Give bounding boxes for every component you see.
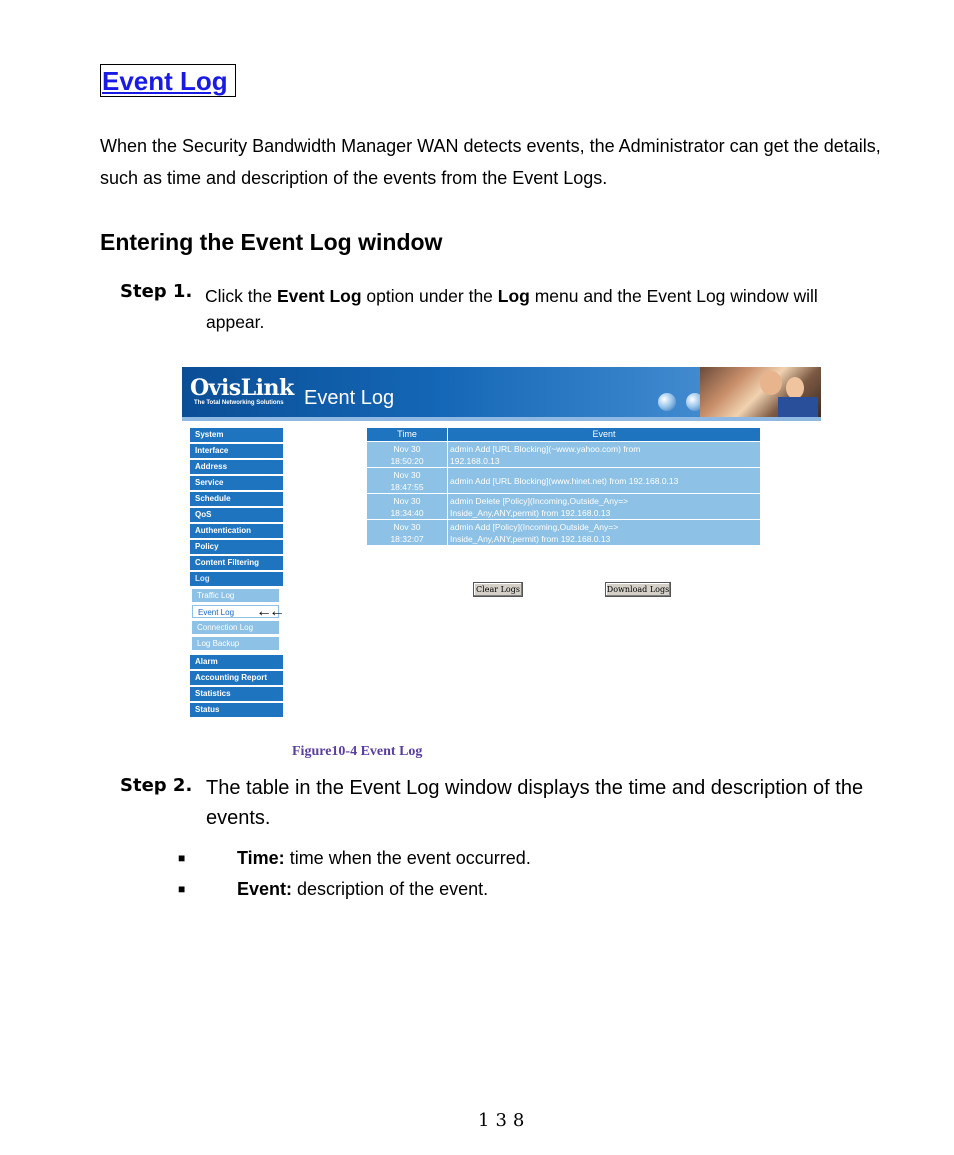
logo-tagline: The Total Networking Solutions xyxy=(194,400,284,406)
bullet-event xyxy=(237,879,488,899)
sidebar-item-interface[interactable]: Interface xyxy=(190,444,283,458)
page-number: 138 xyxy=(478,1110,531,1131)
bullet-marker: ■ xyxy=(178,882,186,896)
time-cell xyxy=(367,468,447,493)
ovislink-logo: OvisLink xyxy=(190,375,294,401)
event-date: Nov 30 xyxy=(393,469,421,480)
clear-logs-button[interactable]: Clear Logs xyxy=(473,582,523,597)
event-date: Nov 30 xyxy=(393,443,421,454)
sidebar-item-status[interactable]: Status xyxy=(190,703,283,717)
sidebar-item-schedule[interactable]: Schedule xyxy=(190,492,283,506)
time-cell xyxy=(367,494,447,519)
table-row xyxy=(367,442,760,467)
event-log-screenshot xyxy=(182,367,821,719)
step1-continuation: appear. xyxy=(206,312,265,332)
step1-text-part: Click the xyxy=(205,286,277,306)
globe-icon xyxy=(658,393,676,411)
bullet-time xyxy=(237,848,531,868)
bullet-desc: description of the event. xyxy=(292,879,489,899)
sidebar-item-alarm[interactable]: Alarm xyxy=(190,655,283,669)
time-cell xyxy=(367,442,447,467)
step1-line1 xyxy=(205,281,818,311)
section-heading: Entering the Event Log window xyxy=(100,229,443,255)
table-row xyxy=(367,468,760,493)
event-cell xyxy=(448,520,760,545)
sidebar-item-statistics[interactable]: Statistics xyxy=(190,687,283,701)
page-title: Event Log xyxy=(102,66,228,96)
sidebar-item-log[interactable]: Log xyxy=(190,572,283,586)
sidebar-item-service[interactable]: Service xyxy=(190,476,283,490)
bullet-term: Event: xyxy=(237,879,293,899)
event-time: 18:47:55 xyxy=(390,481,424,492)
bullet-term: Time: xyxy=(237,848,285,868)
event-description: admin Add [Policy](Incoming,Outside_Any=> xyxy=(450,521,619,532)
event-description-cont: 192.168.0.13 xyxy=(450,455,500,466)
sidebar-item-accounting-report[interactable]: Accounting Report xyxy=(190,671,283,685)
step2-label: Step 2. xyxy=(120,775,193,796)
submenu-item-log-backup[interactable]: Log Backup xyxy=(192,637,279,650)
sidebar-item-content-filtering[interactable]: Content Filtering xyxy=(190,556,283,570)
arrow-icon: ←← xyxy=(256,603,282,620)
time-cell xyxy=(367,520,447,545)
event-description: admin Add [URL Blocking](~www.yahoo.com) from xyxy=(450,443,641,454)
header-banner xyxy=(182,367,821,419)
step1-bold-event-log: Event Log xyxy=(276,286,362,306)
event-cell xyxy=(448,442,760,467)
bullet-desc: time when the event occurred. xyxy=(284,848,531,868)
bullet-marker: ■ xyxy=(178,851,186,865)
event-description-cont: Inside_Any,ANY,permit) from 192.168.0.13 xyxy=(450,507,611,518)
event-time: 18:50:20 xyxy=(390,455,424,466)
event-description: admin Delete [Policy](Incoming,Outside_Any=> xyxy=(450,495,629,506)
banner-photo xyxy=(700,367,821,417)
event-description-cont: Inside_Any,ANY,permit) from 192.168.0.13 xyxy=(450,533,611,544)
sidebar-item-system[interactable]: System xyxy=(190,428,283,442)
sidebar-item-policy[interactable]: Policy xyxy=(190,540,283,554)
submenu-item-connection-log[interactable]: Connection Log xyxy=(192,621,279,634)
column-header-event: Event xyxy=(448,428,760,441)
submenu-item-traffic-log[interactable]: Traffic Log xyxy=(192,589,279,602)
event-date: Nov 30 xyxy=(393,495,421,506)
banner-divider xyxy=(182,417,821,421)
window-title: Event Log xyxy=(304,387,395,409)
sidebar-item-authentication[interactable]: Authentication xyxy=(190,524,283,538)
step1-bold-log: Log xyxy=(497,286,530,306)
submenu-item-event-log[interactable]: Event Log xyxy=(192,605,279,618)
sidebar-item-qos[interactable]: QoS xyxy=(190,508,283,522)
step1-label: Step 1. xyxy=(120,281,193,302)
table-row xyxy=(367,494,760,519)
table-row xyxy=(367,520,760,545)
column-header-time: Time xyxy=(367,428,447,441)
event-description: admin Add [URL Blocking](www.hinet.net) from 192.168.0.13 xyxy=(450,475,679,486)
download-logs-button[interactable]: Download Logs xyxy=(605,582,671,597)
event-time: 18:34:40 xyxy=(390,507,424,518)
event-cell xyxy=(448,494,760,519)
event-log-table xyxy=(366,427,761,546)
figure-caption: Figure10-4 Event Log xyxy=(292,744,423,759)
event-time: 18:32:07 xyxy=(390,533,424,544)
event-date: Nov 30 xyxy=(393,521,421,532)
step1-text-part: option under the xyxy=(361,286,498,306)
event-cell xyxy=(448,468,760,493)
step2-text: The table in the Event Log window displays the time and description of the events. xyxy=(206,777,864,829)
sidebar-item-address[interactable]: Address xyxy=(190,460,283,474)
intro-paragraph: When the Security Bandwidth Manager WAN detects events, the Administrator can get the details, such as time and description of the events from the Event Logs. xyxy=(100,136,881,188)
step1-text-part: menu and the Event Log window will xyxy=(529,286,818,306)
